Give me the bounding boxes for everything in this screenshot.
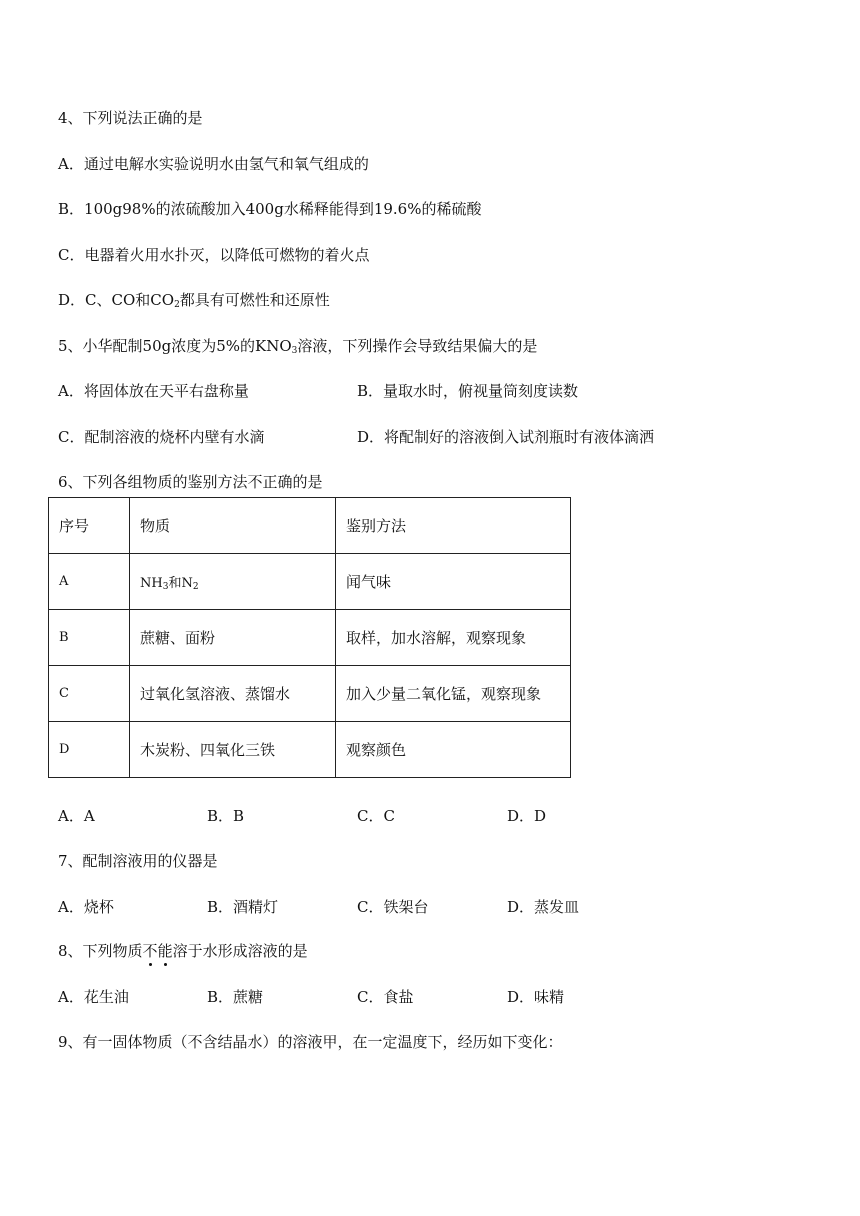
q9-stem: 9、有一固体物质（不含结晶水）的溶液甲，在一定温度下，经历如下变化： [58, 1033, 563, 1051]
q4-option-d [58, 290, 330, 310]
q8-option-c: C．食盐 [357, 988, 414, 1006]
formula-subscript: 2 [192, 582, 199, 592]
q4-option-a: A．通过电解水实验说明水由氢气和氧气组成的 [58, 155, 369, 173]
q5-stem-text: 5、小华配制50g浓度为5%的KNO [58, 337, 292, 355]
row-method: 闻气味 [336, 554, 571, 610]
q8-stem [58, 941, 308, 961]
header-id: 序号 [49, 498, 130, 554]
row-substance [130, 554, 336, 610]
q5-stem-text-end: 溶液，下列操作会导致结果偏大的是 [297, 337, 538, 355]
formula-text: NH [140, 576, 163, 591]
formula-text: 和N [168, 576, 193, 591]
q7-option-a: A．烧杯 [58, 898, 114, 916]
q4-option-d-subscript: 2 [174, 300, 180, 310]
q5-stem-subscript: 3 [291, 346, 298, 356]
row-id: C [49, 666, 130, 722]
formula-subscript: 3 [162, 582, 169, 592]
q4-stem: 4、下列说法正确的是 [58, 109, 203, 127]
q6-option-d: D．D [507, 807, 547, 825]
q8-option-a: A．花生油 [58, 988, 129, 1006]
table-row [49, 666, 571, 722]
row-id: A [49, 554, 130, 610]
row-id: D [49, 722, 130, 778]
header-method: 鉴别方法 [336, 498, 571, 554]
q7-option-b: B．酒精灯 [207, 898, 279, 916]
q5-option-a: A．将固体放在天平右盘称量 [58, 382, 249, 400]
q8-option-d: D．味精 [507, 988, 565, 1006]
table-row [49, 722, 571, 778]
row-method: 加入少量二氧化锰，观察现象 [336, 666, 571, 722]
q5-option-c: C．配制溶液的烧杯内壁有水滴 [58, 428, 265, 446]
row-substance: 蔗糖、面粉 [130, 610, 336, 666]
q7-stem: 7、配制溶液用的仪器是 [58, 852, 218, 870]
q6-option-b: B．B [207, 807, 245, 825]
q4-option-d-text-end: 都具有可燃性和还原性 [179, 291, 330, 309]
q8-option-b: B．蔗糖 [207, 988, 264, 1006]
q4-option-c: C．电器着火用水扑灭，以降低可燃物的着火点 [58, 246, 370, 264]
table-row [49, 610, 571, 666]
q4-option-b: B．100g98%的浓硫酸加入400g水稀释能得到19.6%的稀硫酸 [58, 200, 482, 218]
q8-stem-text: 8、下列物质 [58, 942, 143, 960]
q8-emphasis-char: 不 [142, 942, 158, 960]
q5-stem [58, 336, 537, 356]
row-method: 取样，加水溶解，观察现象 [336, 610, 571, 666]
q6-stem: 6、下列各组物质的鉴别方法不正确的是 [58, 473, 323, 491]
q6-option-a: A．A [58, 807, 95, 825]
q7-option-d: D．蒸发皿 [507, 898, 580, 916]
row-method: 观察颜色 [336, 722, 571, 778]
q8-stem-text-end: 溶于水形成溶液的是 [172, 942, 308, 960]
q6-option-c: C．C [357, 807, 395, 825]
q7-option-c: C．铁架台 [357, 898, 429, 916]
q5-option-d: D．将配制好的溶液倒入试剂瓶时有液体滴洒 [357, 428, 655, 446]
row-substance: 木炭粉、四氧化三铁 [130, 722, 336, 778]
row-id: B [49, 610, 130, 666]
header-substance: 物质 [130, 498, 336, 554]
row-substance: 过氧化氢溶液、蒸馏水 [130, 666, 336, 722]
q8-emphasis-char: 能 [157, 942, 173, 960]
q6-table [48, 497, 571, 778]
table-row [49, 554, 571, 610]
q5-option-b: B．量取水时，俯视量筒刻度读数 [357, 382, 579, 400]
q4-option-d-text: D．C、CO和CO [58, 291, 175, 309]
table-header-row [49, 498, 571, 554]
